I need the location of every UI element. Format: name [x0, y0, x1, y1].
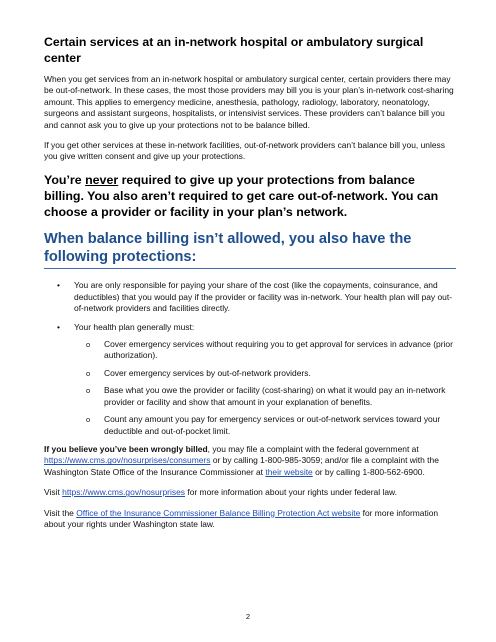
protections-list	[44, 280, 456, 436]
sub-list-item	[74, 385, 456, 408]
sub-list-item	[74, 368, 456, 379]
visit2-text-1: Visit the	[44, 507, 77, 518]
page-number: 2	[245, 612, 251, 621]
sub-bullet-icon: o	[86, 386, 91, 396]
federal-info-paragraph	[44, 487, 456, 498]
bullet-icon: •	[57, 280, 60, 291]
sub-list-item-text: Count any amount you pay for emergency services or out-of-network services toward your deductible and out-of-pocket limit.	[104, 414, 441, 436]
complaint-bold-lead: If you believe you’ve been wrongly billed	[44, 443, 208, 454]
sub-list-item-text: Base what you owe the provider or facility (cost-sharing) on what it would pay an in-network provider or facility and show that amount in your explanation of benefits.	[104, 385, 446, 407]
never-required-notice	[44, 172, 456, 221]
notice-never-emphasis: never	[85, 172, 119, 187]
sub-list-item	[74, 339, 456, 362]
oic-balance-billing-link[interactable]: Office of the Insurance Commissioner Balance Billing Protection Act website	[76, 507, 361, 518]
list-item	[44, 280, 456, 314]
other-services-paragraph: If you get other services at these in-network facilities, out-of-network providers can’t balance bill you, unless you give written consent and give up your protections.	[44, 140, 445, 162]
complaint-paragraph	[44, 444, 456, 478]
list-item-text: Your health plan generally must:	[74, 321, 195, 332]
section-heading: Certain services at an in-network hospital or ambulatory surgical center	[44, 35, 424, 65]
list-item-text: You are only responsible for paying your share of the cost (like the copayments, coinsurance, and deductibles) that you would pay if the provider or facility was in-network. Your health plan will pay out-of-network providers and facilities directly.	[74, 280, 453, 314]
bullet-icon: •	[57, 321, 60, 332]
notice-text-end: required to give up your protections from balance billing. You also aren’t required to get care out-of-network. You can choose a provider or facility in your plan’s network.	[44, 172, 439, 220]
sub-list-item-text: Cover emergency services without requiring you to get approval for services in advance (prior authorization).	[104, 339, 453, 361]
cms-nosurprises-link[interactable]: https://www.cms.gov/nosurprises	[62, 487, 185, 498]
visit-text-2: for more information about your rights under federal law.	[185, 487, 397, 498]
sub-list-item	[74, 414, 456, 437]
sub-list-item-text: Cover emergency services by out-of-network providers.	[104, 367, 311, 378]
sub-bullet-icon: o	[86, 415, 91, 425]
state-info-paragraph	[44, 508, 456, 531]
complaint-text-3: or by calling 1-800-562-6900.	[312, 466, 425, 477]
protections-heading: When balance billing isn’t allowed, you also have the following protections:	[44, 231, 412, 266]
list-item	[44, 322, 456, 437]
visit2-text-2: for more information about your rights under Washington state law.	[44, 507, 439, 529]
oic-website-link[interactable]: their website	[265, 466, 313, 477]
complaint-text-2: or by calling 1-800-985-3059; and/or file a complaint with the Washington State Office of the Insurance Commissioner at	[44, 455, 439, 477]
notice-text-start: You’re	[44, 172, 86, 187]
plan-requirements-list	[74, 339, 456, 437]
sub-bullet-icon: o	[86, 340, 91, 350]
complaint-text-1: , you may file a complaint with the federal government at	[207, 443, 419, 454]
sub-bullet-icon: o	[86, 368, 91, 378]
visit-text-1: Visit	[44, 487, 63, 498]
cms-consumers-link[interactable]: https://www.cms.gov/nosurprises/consumers	[44, 455, 211, 466]
in-network-facility-paragraph: When you get services from an in-network hospital or ambulatory surgical center, certain providers there may be out-of-network. In these cases, the most those providers may bill you is your plan’s in-network cost-sharing amount. This applies to emergency medicine, anesthesia, pathology, radiology, laboratory, neonatology, surgeons and assistant surgeons, hospitalists, or intensivist services. These providers can’t balance bill you and cannot ask you to give up your protections not to be balance billed.	[44, 74, 454, 130]
page-content	[44, 34, 456, 539]
heading-divider	[44, 268, 456, 269]
